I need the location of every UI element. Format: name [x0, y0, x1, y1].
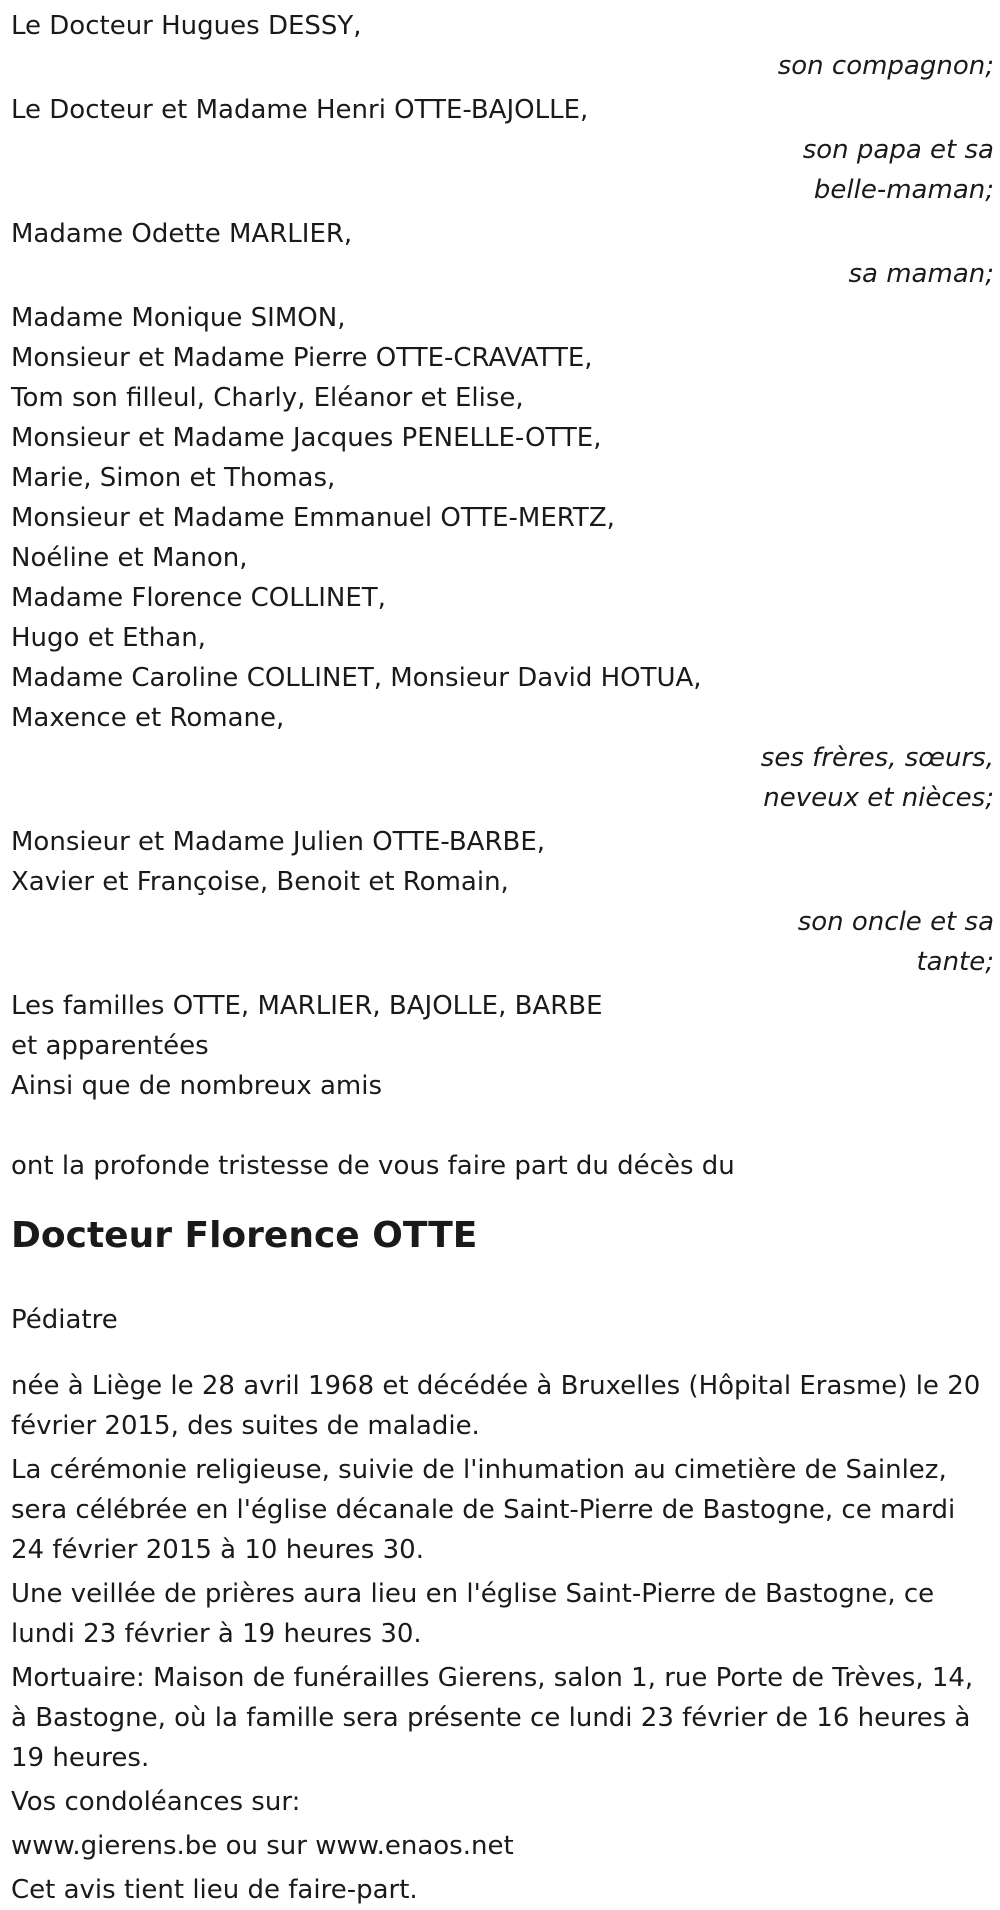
relation-line: tante; [916, 947, 994, 977]
family-name-line: Monsieur et Madame Jacques PENELLE-OTTE, [11, 423, 602, 453]
family-group [11, 822, 994, 982]
family-group [11, 90, 994, 210]
family-name-line: Madame Odette MARLIER, [11, 219, 353, 249]
family-group [11, 6, 994, 86]
closing-note: Cet avis tient lieu de faire-part. [11, 1875, 418, 1905]
deceased-name: Docteur Florence OTTE [11, 1215, 478, 1256]
family-name-line: Tom son filleul, Charly, Eléanor et Elise, [11, 383, 524, 413]
details [11, 1366, 994, 1910]
vigil-paragraph: Une veillée de prières aura lieu en l'église Saint-Pierre de Bastogne, ce lundi 23 février à 19 heures 30. [11, 1579, 935, 1649]
family-name-line: Le Docteur Hugues DESSY, [11, 11, 362, 41]
ceremony-paragraph: La cérémonie religieuse, suivie de l'inhumation au cimetière de Sainlez, sera célébrée en l'église décanale de Saint-Pierre de Bastogne, ce mardi 24 février 2015 à 10 heures 30. [11, 1455, 956, 1565]
family-name-line: Maxence et Romane, [11, 703, 285, 733]
family-name-line: Madame Florence COLLINET, [11, 583, 386, 613]
relation-line: son papa et sa [802, 135, 994, 165]
family-name-line: Marie, Simon et Thomas, [11, 463, 336, 493]
birth-death-paragraph: née à Liège le 28 avril 1968 et décédée à Bruxelles (Hôpital Erasme) le 20 février 2015, des suites de maladie. [11, 1371, 981, 1441]
profession: Pédiatre [11, 1305, 118, 1335]
extended-families [11, 986, 994, 1106]
relation-line: belle-maman; [813, 175, 994, 205]
relation-line: sa maman; [848, 259, 994, 289]
announcement-text: ont la profonde tristesse de vous faire part du décès du [11, 1151, 735, 1181]
mortuary-paragraph: Mortuaire: Maison de funérailles Gierens, salon 1, rue Porte de Trèves, 14, à Bastogne, où la famille sera présente ce lundi 23 février de 16 heures à 19 heures. [11, 1663, 974, 1773]
condolences-websites: www.gierens.be ou sur www.enaos.net [11, 1831, 514, 1861]
relation-line: ses frères, sœurs, [760, 743, 994, 773]
families-line: et apparentées [11, 1031, 209, 1061]
family-name-line: Madame Monique SIMON, [11, 303, 346, 333]
relation-line: son oncle et sa [797, 907, 994, 937]
relation-line: neveux et nièces; [763, 783, 994, 813]
family-group [11, 214, 994, 294]
families-line: Les familles OTTE, MARLIER, BAJOLLE, BARBE [11, 991, 603, 1021]
family-name-line: Noéline et Manon, [11, 543, 248, 573]
family-name-line: Hugo et Ethan, [11, 623, 206, 653]
family-name-line: Madame Caroline COLLINET, Monsieur David HOTUA, [11, 663, 702, 693]
condolences-label: Vos condoléances sur: [11, 1787, 301, 1817]
family-group [11, 298, 994, 818]
family-name-line: Monsieur et Madame Julien OTTE-BARBE, [11, 827, 546, 857]
families-line: Ainsi que de nombreux amis [11, 1071, 383, 1101]
family-name-line: Monsieur et Madame Pierre OTTE-CRAVATTE, [11, 343, 593, 373]
family-name-line: Le Docteur et Madame Henri OTTE-BAJOLLE, [11, 95, 589, 125]
family-name-line: Monsieur et Madame Emmanuel OTTE-MERTZ, [11, 503, 615, 533]
relation-line: son compagnon; [777, 51, 994, 81]
family-name-line: Xavier et Françoise, Benoit et Romain, [11, 867, 509, 897]
